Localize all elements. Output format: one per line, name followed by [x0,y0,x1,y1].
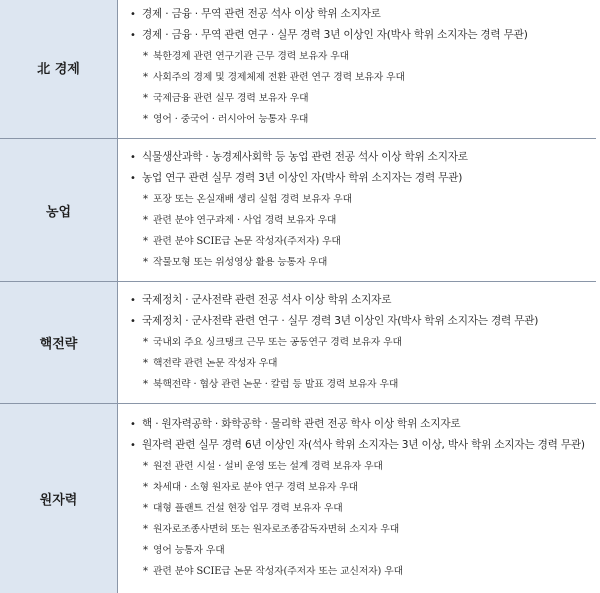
section-row-north-economy [0,0,596,139]
requirements-cell [118,404,597,593]
preference-item: * 포장 또는 온실재배 생리 실험 경력 보유자 우대 [130,189,596,210]
preference-item: * 북핵전략 · 협상 관련 논문 · 칼럼 등 발표 경력 보유자 우대 [130,374,596,395]
category-cell: 농업 [0,139,118,282]
requirement-item: • 국제정치 · 군사전략 관련 전공 석사 이상 학위 소지자로 [130,290,596,311]
preference-item: * 북한경제 관련 연구기관 근무 경력 보유자 우대 [130,46,596,67]
preference-item: * 국내외 주요 싱크탱크 근무 또는 공동연구 경력 보유자 우대 [130,332,596,353]
preference-item: * 영어 · 중국어 · 러시아어 능통자 우대 [130,109,596,130]
preference-item: * 원전 관련 시설 · 설비 운영 또는 설계 경력 보유자 우대 [130,456,596,477]
requirement-item: • 원자력 관련 실무 경력 6년 이상인 자(석사 학위 소지자는 3년 이상, 박사 학위 소지자는 경력 무관) [130,435,596,456]
preference-item: * 영어 능통자 우대 [130,540,596,561]
preference-item: * 사회주의 경제 및 경제체제 전환 관련 연구 경력 보유자 우대 [130,67,596,88]
requirement-item: • 농업 연구 관련 실무 경력 3년 이상인 자(박사 학위 소지자는 경력 무관) [130,168,596,189]
section-row-nuclear-power [0,404,596,593]
requirement-item: • 경제 · 금융 · 무역 관련 연구 · 실무 경력 3년 이상인 자(박사 학위 소지자는 경력 무관) [130,25,596,46]
requirement-item: • 경제 · 금융 · 무역 관련 전공 석사 이상 학위 소지자로 [130,4,596,25]
requirement-item: • 핵 · 원자력공학 · 화학공학 · 물리학 관련 전공 학사 이상 학위 소지자로 [130,414,596,435]
category-cell: 원자력 [0,404,118,593]
category-cell: 北 경제 [0,0,118,139]
requirements-cell [118,139,597,282]
preference-item: * 관련 분야 SCIE급 논문 작성자(주저자) 우대 [130,231,596,252]
requirements-cell [118,282,597,404]
preference-item: * 차세대 · 소형 원자로 분야 연구 경력 보유자 우대 [130,477,596,498]
preference-item: * 원자로조종사면허 또는 원자로조종감독자면허 소지자 우대 [130,519,596,540]
preference-item: * 작물모형 또는 위성영상 활용 능통자 우대 [130,252,596,273]
section-row-nuclear-strategy [0,282,596,404]
category-cell: 핵전략 [0,282,118,404]
section-row-agriculture [0,139,596,282]
preference-item: * 관련 분야 SCIE급 논문 작성자(주저자 또는 교신저자) 우대 [130,561,596,582]
requirement-item: • 국제정치 · 군사전략 관련 연구 · 실무 경력 3년 이상인 자(박사 학위 소지자는 경력 무관) [130,311,596,332]
preference-item: * 관련 분야 연구과제 · 사업 경력 보유자 우대 [130,210,596,231]
preference-item: * 핵전략 관련 논문 작성자 우대 [130,353,596,374]
preference-item: * 국제금융 관련 실무 경력 보유자 우대 [130,88,596,109]
preference-item: * 대형 플랜트 건설 현장 업무 경력 보유자 우대 [130,498,596,519]
requirements-cell [118,0,597,139]
requirement-item: • 식물생산과학 · 농경제사회학 등 농업 관련 전공 석사 이상 학위 소지자로 [130,147,596,168]
